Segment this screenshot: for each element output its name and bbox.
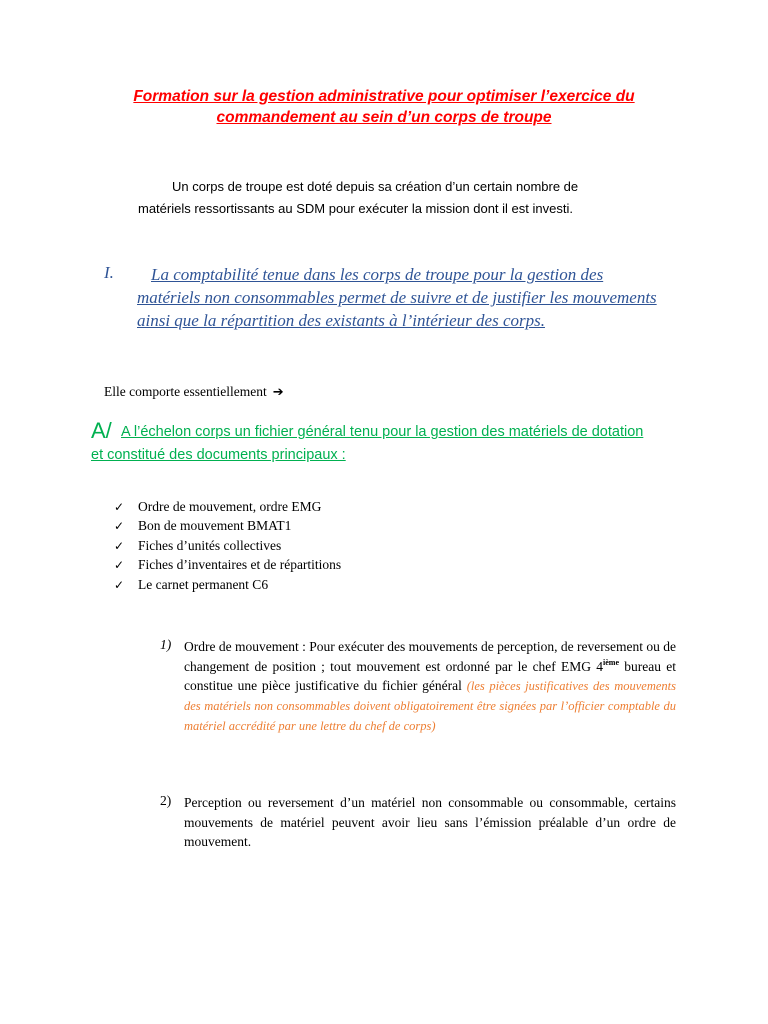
- comporte-line: [104, 384, 284, 400]
- title-line-2: commandement au sein d’un corps de troupe: [216, 109, 552, 126]
- superscript: ième: [603, 657, 620, 667]
- checkmark-icon: ✓: [114, 558, 125, 573]
- list-item: ✓ Fiches d’inventaires et de répartitions: [114, 557, 342, 573]
- checkmark-icon: ✓: [114, 499, 125, 514]
- list-item: ✓ Le carnet permanent C6: [114, 576, 269, 592]
- section-i-text: La comptabilité tenue dans les corps de troupe pour la gestion des matériels non consommables permet de suivre et de justifier les mouvements ainsi que la répartition des existants à l’intérieur des corps.: [137, 265, 657, 330]
- title-line-1: Formation sur la gestion administrative pour optimiser l’exercice du: [133, 88, 635, 105]
- arrow-right-icon: ➔: [272, 385, 284, 400]
- documents-checklist: [114, 497, 341, 595]
- section-a-heading: [91, 421, 651, 467]
- intro-paragraph: [138, 176, 638, 220]
- comporte-text: Elle comporte essentiellement: [104, 384, 267, 399]
- section-a-label: A/: [91, 418, 112, 443]
- intro-line-2: matériels ressortissants au SDM pour exécuter la mission dont il est investi.: [138, 201, 573, 216]
- section-i-number: I.: [104, 263, 114, 282]
- section-i-heading: [137, 263, 657, 332]
- list-item: ✓ Fiches d’unités collectives: [114, 537, 282, 553]
- list-item: ✓ Ordre de mouvement, ordre EMG: [114, 498, 322, 514]
- section-a-text: A l’échelon corps un fichier général tenu pour la gestion des matériels de dotation et constitué des documents principaux :: [91, 424, 644, 463]
- checkmark-icon: ✓: [114, 577, 125, 592]
- document-title: [90, 86, 678, 128]
- item-number: 2): [160, 793, 172, 808]
- item-body: Perception ou reversement d’un matériel non consommable ou consommable, certains mouvements de matériel peuvent avoir lieu sans l’émission préalable d’un ordre de mouvement.: [184, 795, 676, 850]
- checkmark-icon: ✓: [114, 519, 125, 534]
- orange-note: (les pièces justificatives des mouvements des matériels non consommables doivent obligatoirement être signées par l’officier comptable du matériel accrédité par une lettre du chef de corps): [184, 679, 676, 734]
- list-item: ✓ Bon de mouvement BMAT1: [114, 518, 292, 534]
- item-number: 1): [160, 637, 172, 652]
- intro-line-1: Un corps de troupe est doté depuis sa création d’un certain nombre de: [172, 179, 579, 194]
- item-body: Ordre de mouvement : Pour exécuter des mouvements de perception, de reversement ou de changement de position ; tout mouvement est ordonné par le chef EMG 4ième bureau et constitue une pièce justificative du fichier général (les pièces justificatives des mouvements des matériels non consommables doivent obligatoirement être signées par l’officier comptable du matériel accrédité par une lettre du chef de corps): [184, 639, 676, 734]
- checkmark-icon: ✓: [114, 538, 125, 553]
